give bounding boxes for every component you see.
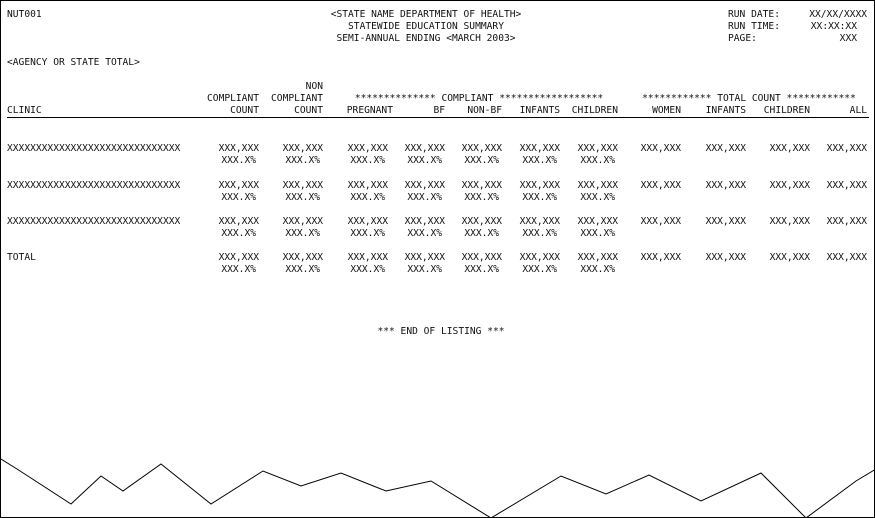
col-compliant-count: COUNT (230, 105, 259, 116)
count-cell: XXX,XXX (519, 252, 560, 263)
percent-cell: XXX.X% (221, 192, 256, 203)
report-title-line-1: <STATE NAME DEPARTMENT OF HEALTH> (330, 9, 522, 20)
count-cell: XXX,XXX (577, 252, 618, 263)
col-total-infants: INFANTS (705, 105, 746, 116)
percent-cell: XXX.X% (580, 192, 615, 203)
run-time-label: RUN TIME: (728, 21, 780, 32)
count-cell: XXX,XXX (282, 143, 323, 154)
percent-cell: XXX.X% (407, 192, 442, 203)
col-total-children: CHILDREN (763, 105, 810, 116)
percent-cell: XXX.X% (464, 264, 499, 275)
percent-cell: XXX.X% (522, 264, 557, 275)
total-count-cell: XXX,XXX (769, 143, 810, 154)
torn-paper-edge (1, 1, 875, 518)
percent-cell: XXX.X% (221, 155, 256, 166)
percent-cell: XXX.X% (221, 264, 256, 275)
percent-cell: XXX.X% (221, 228, 256, 239)
total-count-cell: XXX,XXX (640, 180, 681, 191)
run-date-label: RUN DATE: (728, 9, 780, 20)
percent-cell: XXX.X% (350, 192, 385, 203)
percent-cell: XXX.X% (350, 228, 385, 239)
clinic-name: XXXXXXXXXXXXXXXXXXXXXXXXXXXXXX (7, 216, 181, 227)
count-cell: XXX,XXX (218, 143, 259, 154)
col-children: CHILDREN (571, 105, 618, 116)
total-count-cell: XXX,XXX (705, 180, 746, 191)
count-cell: XXX,XXX (282, 216, 323, 227)
total-count-cell: XXX,XXX (640, 143, 681, 154)
total-count-cell: XXX,XXX (826, 216, 867, 227)
col-compliant-top: COMPLIANT (207, 93, 259, 104)
total-count-cell: XXX,XXX (705, 252, 746, 263)
col-all: ALL (849, 105, 867, 116)
percent-cell: XXX.X% (407, 155, 442, 166)
total-count-group-header: ************ TOTAL COUNT ************ (642, 93, 856, 104)
count-cell: XXX,XXX (461, 143, 502, 154)
count-cell: XXX,XXX (218, 216, 259, 227)
count-cell: XXX,XXX (404, 216, 445, 227)
percent-cell: XXX.X% (407, 228, 442, 239)
count-cell: XXX,XXX (577, 180, 618, 191)
count-cell: XXX,XXX (519, 216, 560, 227)
scope-label: <AGENCY OR STATE TOTAL> (7, 57, 140, 68)
clinic-name: XXXXXXXXXXXXXXXXXXXXXXXXXXXXXX (7, 180, 181, 191)
col-bf: BF (433, 105, 445, 116)
total-count-cell: XXX,XXX (705, 143, 746, 154)
percent-cell: XXX.X% (285, 228, 320, 239)
end-of-listing: *** END OF LISTING *** (377, 326, 505, 337)
count-cell: XXX,XXX (461, 180, 502, 191)
col-pregnant: PREGNANT (346, 105, 393, 116)
page-value: XXX (839, 33, 857, 44)
total-count-cell: XXX,XXX (826, 252, 867, 263)
col-non-top: NON (305, 81, 323, 92)
percent-cell: XXX.X% (350, 155, 385, 166)
col-women: WOMEN (652, 105, 681, 116)
total-count-cell: XXX,XXX (769, 216, 810, 227)
percent-cell: XXX.X% (285, 264, 320, 275)
count-cell: XXX,XXX (461, 216, 502, 227)
percent-cell: XXX.X% (580, 264, 615, 275)
count-cell: XXX,XXX (519, 143, 560, 154)
compliant-group-header: ************** COMPLIANT ****************** (354, 93, 604, 104)
report-title-line-3: SEMI-ANNUAL ENDING <MARCH 2003> (336, 33, 516, 44)
count-cell: XXX,XXX (347, 216, 388, 227)
report-id: NUT001 (7, 9, 42, 20)
count-cell: XXX,XXX (577, 216, 618, 227)
col-clinic: CLINIC (7, 105, 42, 116)
total-count-cell: XXX,XXX (826, 180, 867, 191)
percent-cell: XXX.X% (522, 192, 557, 203)
percent-cell: XXX.X% (522, 228, 557, 239)
total-count-cell: XXX,XXX (640, 252, 681, 263)
count-cell: XXX,XXX (404, 143, 445, 154)
total-count-cell: XXX,XXX (769, 180, 810, 191)
run-time-value: XX:XX:XX (810, 21, 857, 32)
count-cell: XXX,XXX (577, 143, 618, 154)
percent-cell: XXX.X% (350, 264, 385, 275)
col-noncompliant-count: COUNT (294, 105, 323, 116)
percent-cell: XXX.X% (580, 228, 615, 239)
run-date-value: XX/XX/XXXX (809, 9, 867, 20)
count-cell: XXX,XXX (218, 252, 259, 263)
col-noncompliant-top: COMPLIANT (271, 93, 323, 104)
count-cell: XXX,XXX (218, 180, 259, 191)
percent-cell: XXX.X% (464, 228, 499, 239)
count-cell: XXX,XXX (461, 252, 502, 263)
clinic-name: XXXXXXXXXXXXXXXXXXXXXXXXXXXXXX (7, 143, 181, 154)
percent-cell: XXX.X% (464, 192, 499, 203)
count-cell: XXX,XXX (347, 252, 388, 263)
count-cell: XXX,XXX (519, 180, 560, 191)
percent-cell: XXX.X% (407, 264, 442, 275)
total-count-cell: XXX,XXX (769, 252, 810, 263)
count-cell: XXX,XXX (282, 252, 323, 263)
percent-cell: XXX.X% (580, 155, 615, 166)
percent-cell: XXX.X% (522, 155, 557, 166)
count-cell: XXX,XXX (347, 180, 388, 191)
total-count-cell: XXX,XXX (826, 143, 867, 154)
count-cell: XXX,XXX (404, 252, 445, 263)
count-cell: XXX,XXX (404, 180, 445, 191)
count-cell: XXX,XXX (347, 143, 388, 154)
col-non-bf: NON-BF (467, 105, 502, 116)
total-count-cell: XXX,XXX (705, 216, 746, 227)
total-count-cell: XXX,XXX (640, 216, 681, 227)
col-infants: INFANTS (519, 105, 560, 116)
clinic-name: TOTAL (7, 252, 36, 263)
count-cell: XXX,XXX (282, 180, 323, 191)
percent-cell: XXX.X% (285, 155, 320, 166)
percent-cell: XXX.X% (285, 192, 320, 203)
percent-cell: XXX.X% (464, 155, 499, 166)
page-label: PAGE: (728, 33, 757, 44)
report-title-line-2: STATEWIDE EDUCATION SUMMARY (348, 21, 504, 32)
